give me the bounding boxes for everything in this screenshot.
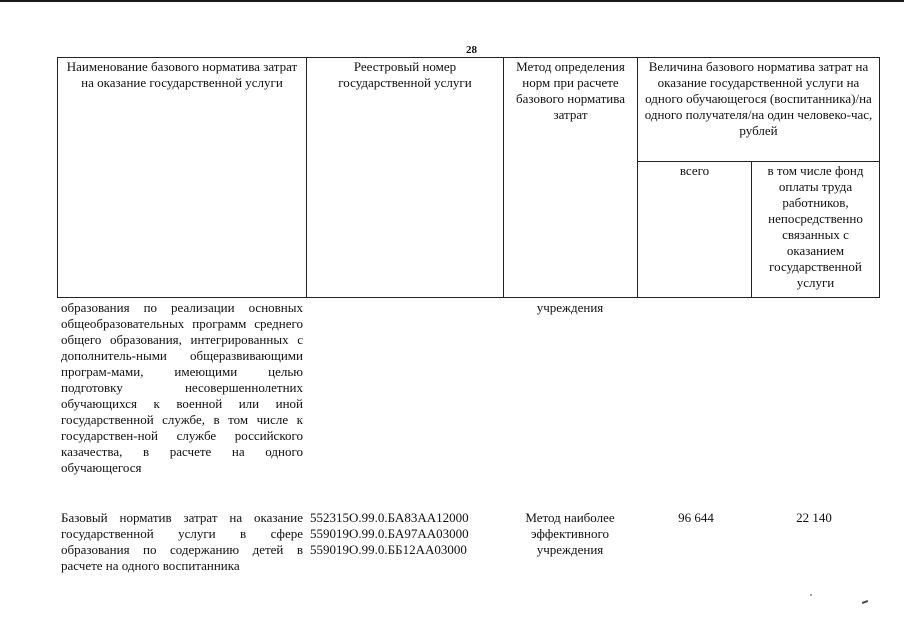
row2-name: Базовый норматив затрат на оказание государственной услуги в сфере образования по содержанию детей в расчете на одного воспитанника xyxy=(61,510,303,573)
row2-total: 96 644 xyxy=(678,510,714,525)
page-top-edge xyxy=(0,0,904,2)
registry-number: 559019О.99.0.БА97АА03000 xyxy=(310,526,469,541)
row2-payroll: 22 140 xyxy=(796,510,832,525)
scan-speck xyxy=(810,594,812,596)
table-header xyxy=(57,57,880,298)
row2-method: Метод наиболее эффективного учреждения xyxy=(525,510,615,557)
header-registry-column: Реестровый номер государственной услуги xyxy=(307,58,504,298)
page-number: 28 xyxy=(466,44,477,56)
row2-registry-numbers xyxy=(310,510,510,558)
header-payroll-subcolumn: в том числе фонд оплаты труда работников, непосредственно связанных с оказанием государственной услуги xyxy=(752,162,880,298)
continued-row-method: учреждения xyxy=(536,300,604,315)
header-total-subcolumn: всего xyxy=(638,162,752,298)
registry-number: 559019О.99.0.ББ12АА03000 xyxy=(310,542,467,557)
registry-number: 552315О.99.0.БА83АА12000 xyxy=(310,510,469,525)
header-value-column: Величина базового норматива затрат на оказание государственной услуги на одного обучающегося (воспитанника)/на одного получателя/на один человеко-час, рублей xyxy=(638,58,880,162)
header-name-column: Наименование базового норматива затрат на оказание государственной услуги xyxy=(58,58,307,298)
header-method-column: Метод определения норм при расчете базового норматива затрат xyxy=(504,58,638,298)
scan-mark xyxy=(862,600,868,604)
continued-row-name: образования по реализации основных общеобразовательных программ среднего общего образования, интегрированных с дополнитель-ными общеразвивающими програм-мами, имеющими целью подготовку несовершеннолетних обучающихся к военной или иной государственной службе, в том числе к государствен-ной службе российского казачества, в расчете на одного обучающегося xyxy=(61,300,303,475)
